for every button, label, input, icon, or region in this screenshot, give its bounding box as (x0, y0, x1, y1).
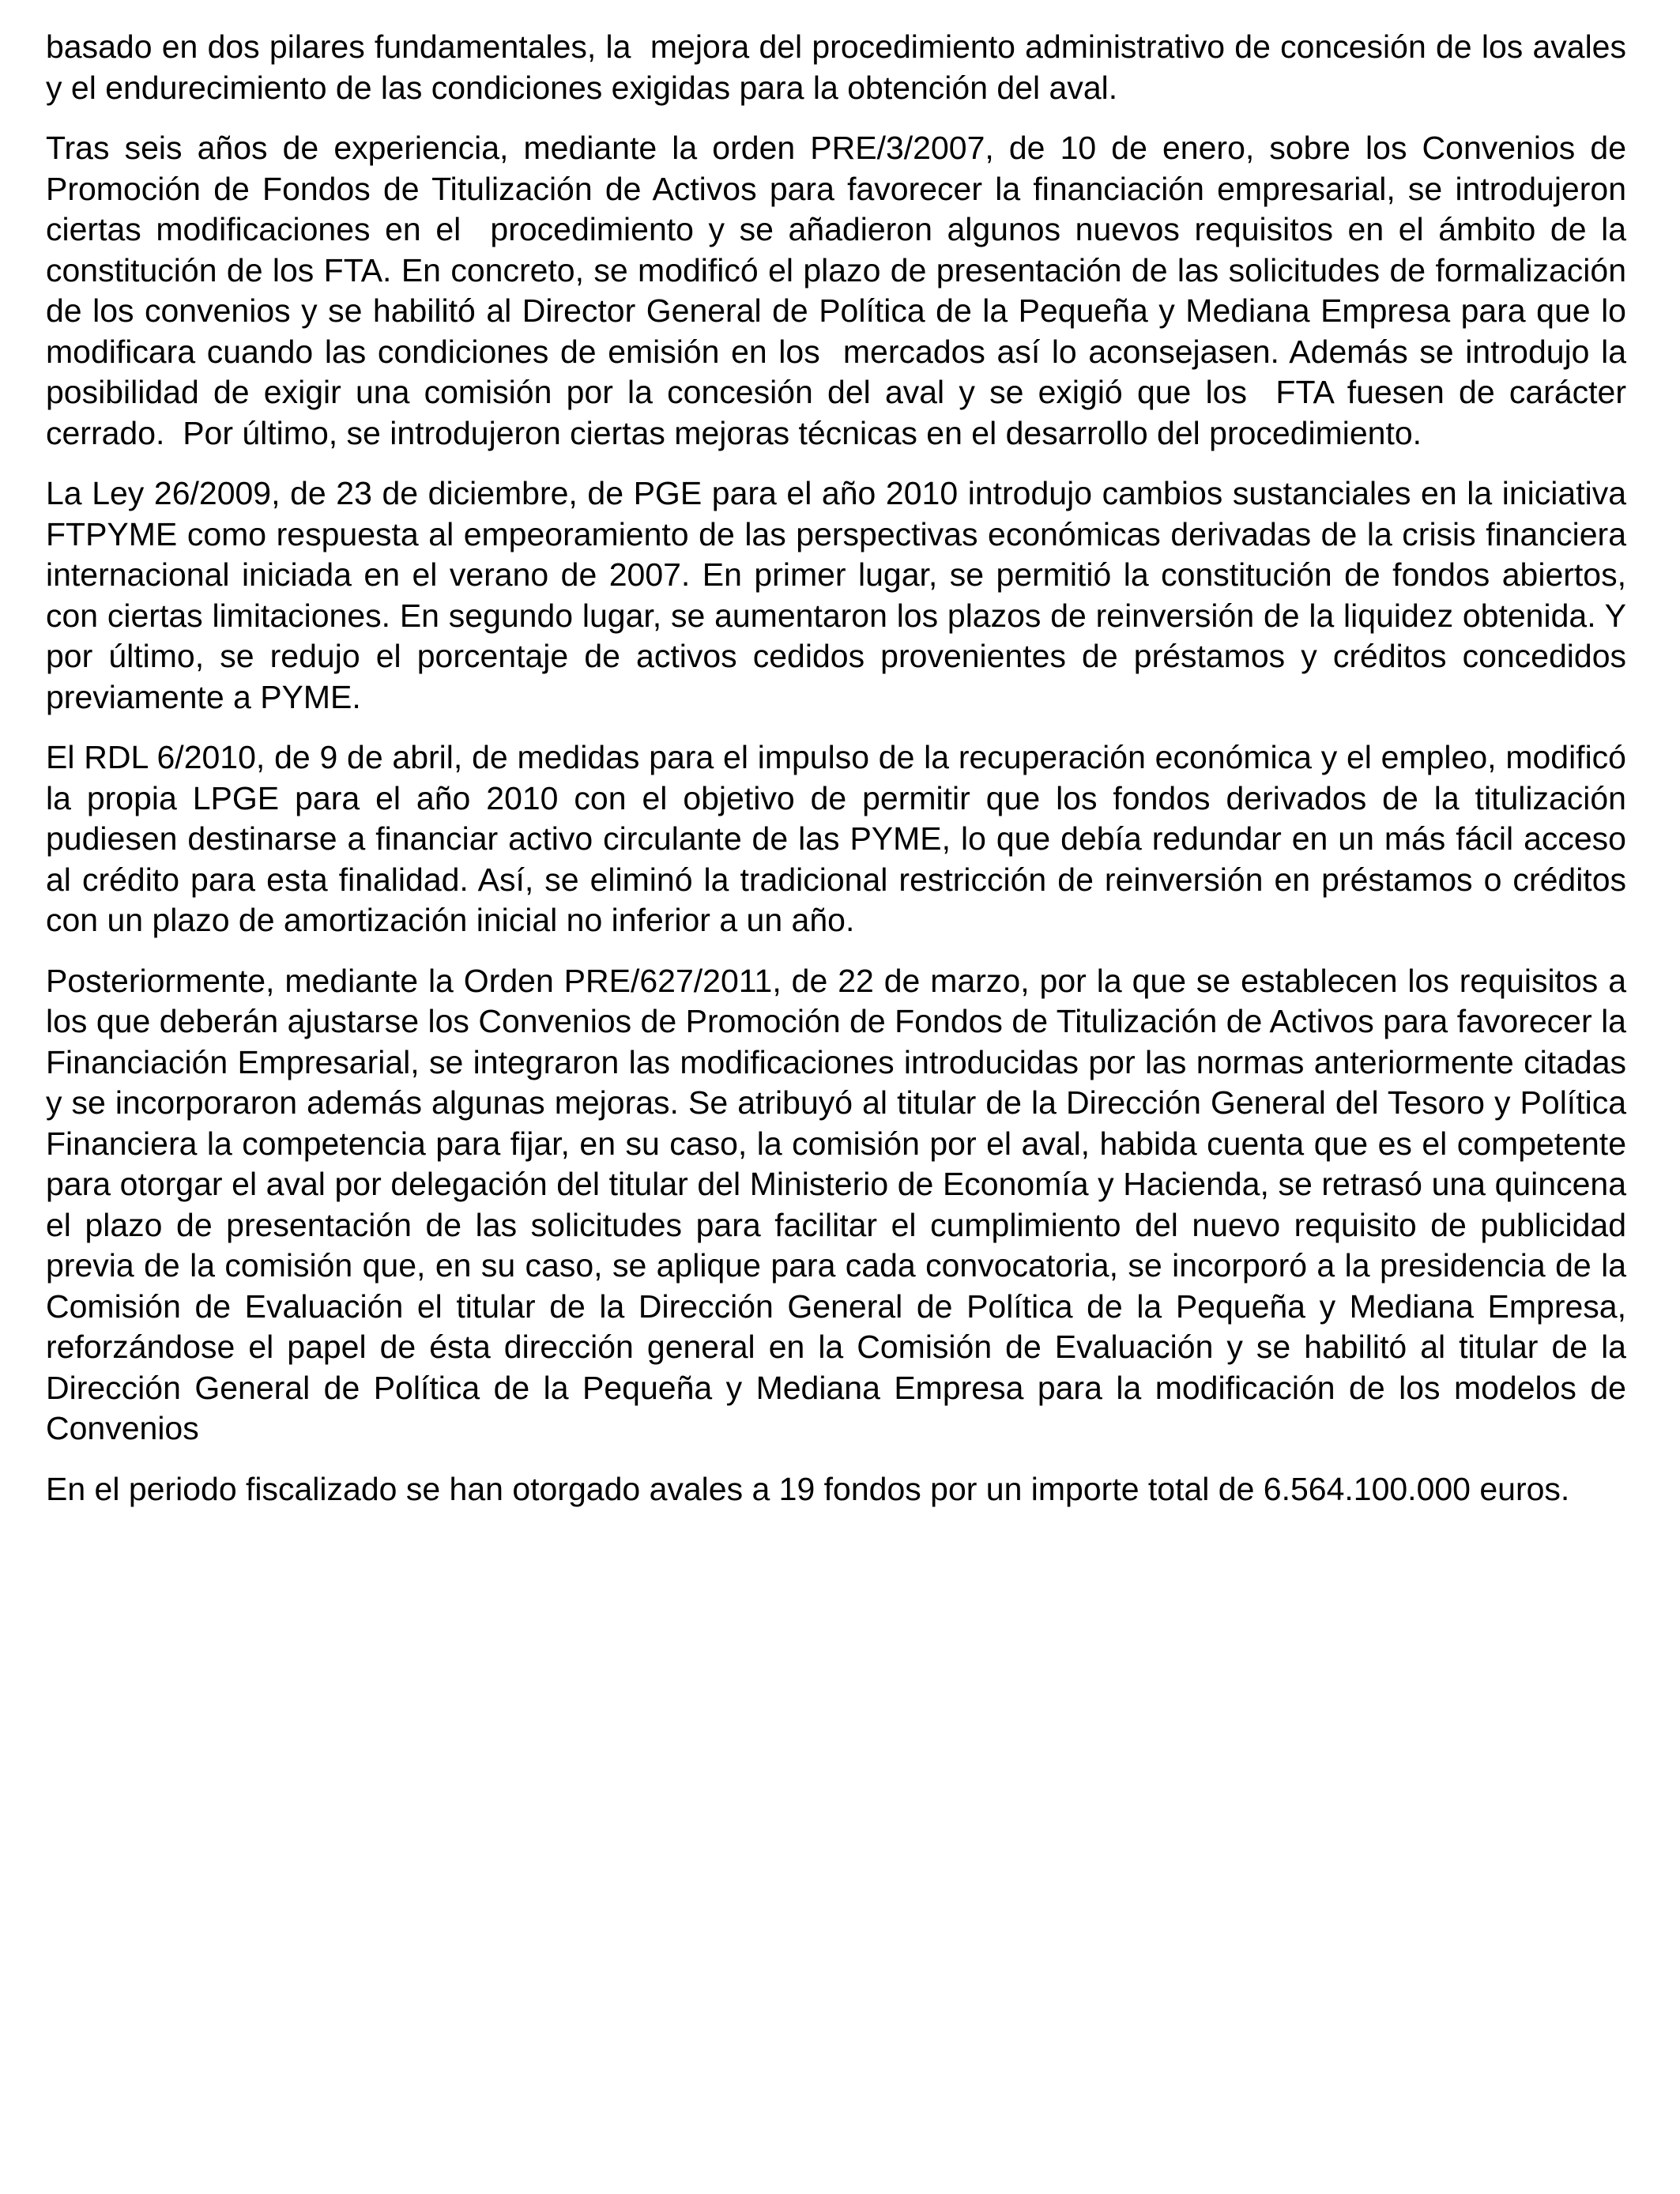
paragraph-ley-2009: La Ley 26/2009, de 23 de diciembre, de PGE para el año 2010 introdujo cambios sustanciales en la iniciativa FTPYME como respuesta al empeoramiento de las perspectivas económicas derivadas de la crisis financiera internacional iniciada en el verano de 2007. En primer lugar, se permitió la constitución de fondos abiertos, con ciertas limitaciones. En segundo lugar, se aumentaron los plazos de reinversión de la liquidez obtenida. Y por último, se redujo el porcentaje de activos cedidos provenientes de préstamos y créditos concedidos previamente a PYME. (46, 475, 1636, 715)
paragraph-orden-2011: Posteriormente, mediante la Orden PRE/627/2011, de 22 de marzo, por la que se establecen los requisitos a los que deberán ajustarse los Convenios de Promoción de Fondos de Titulización de Activos para favorecer la Financiación Empresarial, se integraron las modificaciones introducidas por las normas anteriormente citadas y se incorporaron además algunas mejoras. Se atribuyó al titular de la Dirección General del Tesoro y Política Financiera la competencia para fijar, en su caso, la comisión por el aval, habida cuenta que es el competente para otorgar el aval por delegación del titular del Ministerio de Economía y Hacienda, se retrasó una quincena el plazo de presentación de las solicitudes para facilitar el cumplimiento del nuevo requisito de publicidad previa de la comisión que, en su caso, se aplique para cada convocatoria, se incorporó a la presidencia de la Comisión de Evaluación el titular de la Dirección General de Política de la Pequeña y Mediana Empresa, reforzándose el papel de ésta dirección general en la Comisión de Evaluación y se habilitó al titular de la Dirección General de Política de la Pequeña y Mediana Empresa para la modificación de los modelos de Convenios (46, 962, 1636, 1446)
document-page (46, 27, 1644, 1529)
paragraph-pilares: basado en dos pilares fundamentales, la mejora del procedimiento administrativo de concesión de los avales y el endurecimiento de las condiciones exigidas para la obtención del aval. (46, 28, 1636, 106)
paragraph-rdl-2010: El RDL 6/2010, de 9 de abril, de medidas para el impulso de la recuperación económica y el empleo, modificó la propia LPGE para el año 2010 con el objetivo de permitir que los fondos derivados de la titulización pudiesen destinarse a financiar activo circulante de las PYME, lo que debía redundar en un más fácil acceso al crédito para esta finalidad. Así, se eliminó la tradicional restricción de reinversión en préstamos o créditos con un plazo de amortización inicial no inferior a un año. (46, 739, 1636, 938)
paragraph-avales-total: En el periodo fiscalizado se han otorgado avales a 19 fondos por un importe total de 6.564.100.000 euros. (46, 1470, 1570, 1507)
paragraph-orden-2007: Tras seis años de experiencia, mediante la orden PRE/3/2007, de 10 de enero, sobre los Convenios de Promoción de Fondos de Titulización de Activos para favorecer la financiación empresarial, se introdujeron ciertas modificaciones en el procedimiento y se añadieron algunos nuevos requisitos en el ámbito de la constitución de los FTA. En concreto, se modificó el plazo de presentación de las solicitudes de formalización de los convenios y se habilitó al Director General de Política de la Pequeña y Mediana Empresa para que lo modificara cuando las condiciones de emisión en los mercados así lo aconsejasen. Además se introdujo la posibilidad de exigir una comisión por la concesión del aval y se exigió que los FTA fuesen de carácter cerrado. Por último, se introdujeron ciertas mejoras técnicas en el desarrollo del procedimiento. (46, 130, 1644, 451)
